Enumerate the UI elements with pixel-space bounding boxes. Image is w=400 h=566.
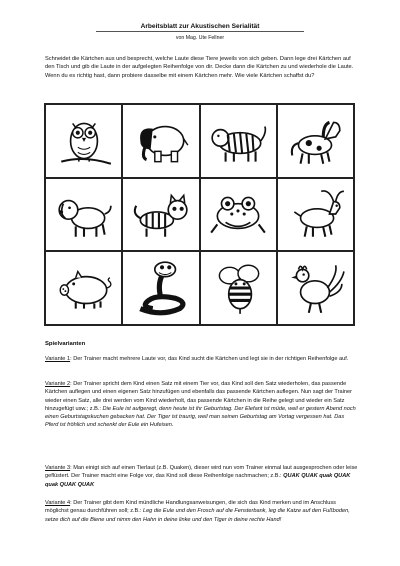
variant-1 [45, 355, 359, 363]
variant-1-text: : Der Trainer macht mehrere Laute vor, das Kind sucht die Kärtchen und legt sie in der richtigen Reihenfolge auf. [70, 356, 349, 362]
variant-3-example: QUAK QUAK quak QUAK quak QUAK QUAK [45, 473, 351, 488]
card-horse [277, 104, 354, 178]
card-tiger [200, 104, 277, 178]
card-frog [200, 178, 277, 252]
variant-3 [45, 464, 359, 489]
title-divider [96, 31, 304, 32]
pig-icon [51, 257, 117, 319]
author-line: von Mag. Ute Fellner [175, 35, 225, 41]
variant-4-example: Leg die Eule und den Frosch auf die Fensterbank, leg die Katze auf den Fußboden, setze dich auf die Biene und nimm den Hahn in deine linke und den Tiger in deine rechte Hand! [45, 508, 350, 523]
variant-2-example: Die Eule ist aufgeregt, denn heute ist ihr Geburtstag. Der Elefant ist müde, weil er gestern Abend noch einen Geburtstagskuchen gebacken hat. Der Tiger ist traurig, weil man seinen Geburtstag am Vortag vergessen hat. Das Pferd ist fröhlich und schenkt der Eule ein Hufeisen. [45, 405, 356, 429]
animal-card-grid [44, 103, 355, 326]
frog-icon [205, 183, 271, 245]
variant-1-label: Variante 1 [45, 356, 71, 362]
variant-4 [45, 499, 359, 524]
card-bee [200, 251, 277, 325]
rooster-icon [282, 257, 348, 319]
variant-2-text: : Der Trainer spricht dem Kind einen Satz mit einem Tier vor, das Kind soll den Satz wiederholen, das passende Kärtchen auflegen und einen eigenen Satz hinzufügen und ebenfalls das passende Kärtchen auflegen. Nun sagt der Trainer wieder einen Satz, alle drei werden vom Kind wiederholt, das passende Kärtchen in die Reihe gelegt und wieder ein Satz hinzugefügt usw.; z.B.: [45, 381, 352, 412]
card-snake [122, 251, 199, 325]
worksheet-title: Arbeitsblatt zur Akustischen Serialität [140, 23, 260, 30]
cat-icon [128, 183, 194, 245]
variant-3-label: Variante 3 [45, 465, 71, 471]
variant-2-label: Variante 2 [45, 381, 71, 387]
goat-icon [282, 183, 348, 245]
bee-icon [205, 257, 271, 319]
card-cat [122, 178, 199, 252]
variant-3-text: : Man einigt sich auf einen Tierlaut (z.B. Quaken), dieser wird nun vom Trainer einmal laut ausgesprochen oder leise geflüstert. Der Trainer macht eine Folge vor, das Kind soll diese Reihenfolge nachmachen; z.B.: [45, 465, 358, 480]
card-rooster [277, 251, 354, 325]
variant-4-label: Variante 4 [45, 500, 71, 506]
section-title: Spielvarianten [45, 341, 86, 347]
tiger-icon [205, 110, 271, 172]
elephant-icon [128, 110, 194, 172]
snake-icon [128, 257, 194, 319]
card-elephant [122, 104, 199, 178]
card-goat [277, 178, 354, 252]
dog-icon [51, 183, 117, 245]
variant-2 [45, 380, 359, 430]
intro-paragraph: Schneidet die Kärtchen aus und besprecht, welche Laute diese Tiere jeweils von sich geben. Dann lege drei Kärtchen auf den Tisch und gib die Laute in der aufgelegten Reihenfolge von dir. Decke dann die Kärtchen zu und wiederhole die Laute. Wenn du es richtig hast, dann probiere dasselbe mit einem Kärtchen mehr. Wie viele Kärtchen schaffst du? [45, 56, 354, 79]
card-dog [45, 178, 122, 252]
horse-icon [282, 110, 348, 172]
card-pig [45, 251, 122, 325]
variant-4-text: : Der Trainer gibt dem Kind mündliche Handlungsanweisungen, die sich das Kind merken und im Anschluss möglichst genau durchführen soll; z.B.: [45, 500, 336, 515]
card-owl [45, 104, 122, 178]
owl-icon [51, 110, 117, 172]
